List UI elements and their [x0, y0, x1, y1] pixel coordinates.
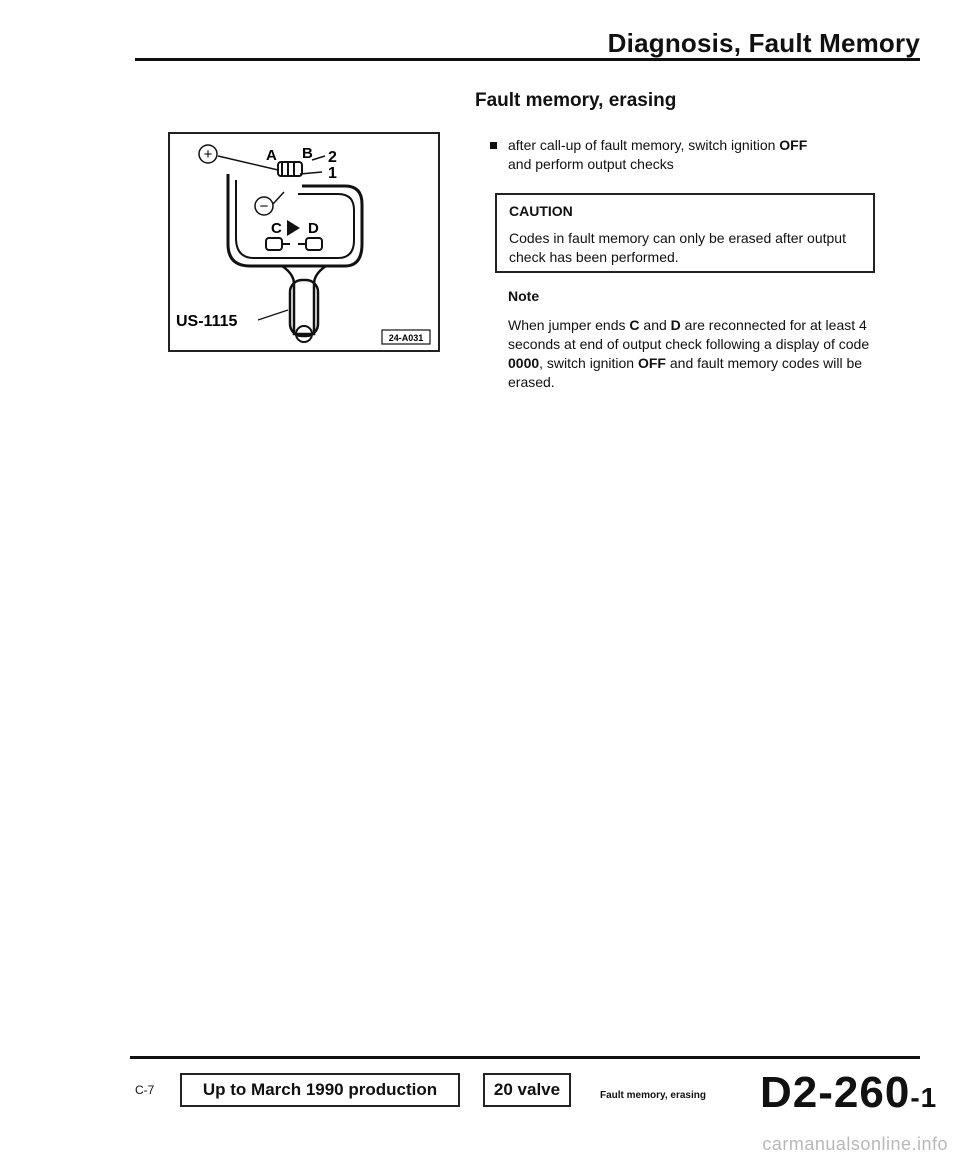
valve-type-label: 20 valve: [493, 1080, 561, 1099]
jumper-diagram-figure: [168, 132, 440, 352]
header-rule: [135, 58, 920, 61]
note-text: and fault memory codes will be erased.: [508, 355, 863, 390]
footer-rule: [130, 1056, 920, 1059]
note-text: , switch ignition: [539, 355, 638, 371]
label-1: 1: [328, 165, 337, 182]
caution-title: CAUTION: [509, 203, 573, 219]
page-header-title: Diagnosis, Fault Memory: [607, 28, 920, 58]
label-c: C: [271, 220, 282, 237]
production-range-box: [180, 1073, 460, 1107]
note-title: Note: [508, 288, 540, 304]
note-bold: 0000: [508, 355, 540, 371]
caution-box: [495, 193, 875, 273]
connector-c-icon: [266, 238, 290, 250]
tool-label: US-1115: [176, 313, 238, 330]
bullet-text-bold: OFF: [779, 137, 808, 153]
page-number: [760, 1068, 937, 1118]
bullet-item: [508, 136, 893, 174]
tool-handle: [282, 266, 326, 334]
connector-ab-icon: [278, 162, 302, 176]
bullet-text-2: and perform output checks: [508, 156, 674, 172]
plus-symbol: +: [203, 146, 213, 163]
connector-d-icon: [298, 238, 322, 250]
note-text: When jumper ends: [508, 317, 630, 333]
bullet-icon: [490, 142, 497, 149]
figure-id: 24-A031: [388, 333, 424, 343]
watermark: carmanualsonline.info: [762, 1134, 948, 1154]
label-a: A: [266, 147, 277, 164]
bullet-text-1: after call-up of fault memory, switch ignition: [508, 137, 780, 153]
label-d: D: [308, 220, 319, 237]
arrow-icon: [287, 220, 300, 236]
jumper-diagram: [170, 134, 438, 350]
jumper-wire-inner: [236, 180, 354, 258]
footer-caption: Fault memory, erasing: [600, 1090, 706, 1101]
note-text: are reconnected for at least 4 seconds at end of output check following a display of code: [508, 317, 870, 352]
production-range-label: Up to March 1990 production: [202, 1080, 438, 1099]
label-b: B: [302, 145, 313, 162]
note-bold: OFF: [637, 355, 666, 371]
section-heading: Fault memory, erasing: [475, 90, 677, 111]
page-number-main: D2-260: [760, 1068, 911, 1117]
page-number-sub: -1: [910, 1082, 938, 1113]
jumper-wire-outer: [228, 174, 362, 266]
note-bold: C: [629, 317, 640, 333]
page-reference: C-7: [135, 1083, 155, 1097]
valve-type-box: [483, 1073, 571, 1107]
note-bold: D: [670, 317, 681, 333]
caution-body: Codes in fault memory can only be erased after output check has been performed.: [509, 230, 846, 265]
label-2: 2: [328, 149, 337, 166]
minus-symbol: −: [259, 198, 269, 215]
note-text: and: [639, 317, 671, 333]
note-body: [508, 316, 888, 392]
